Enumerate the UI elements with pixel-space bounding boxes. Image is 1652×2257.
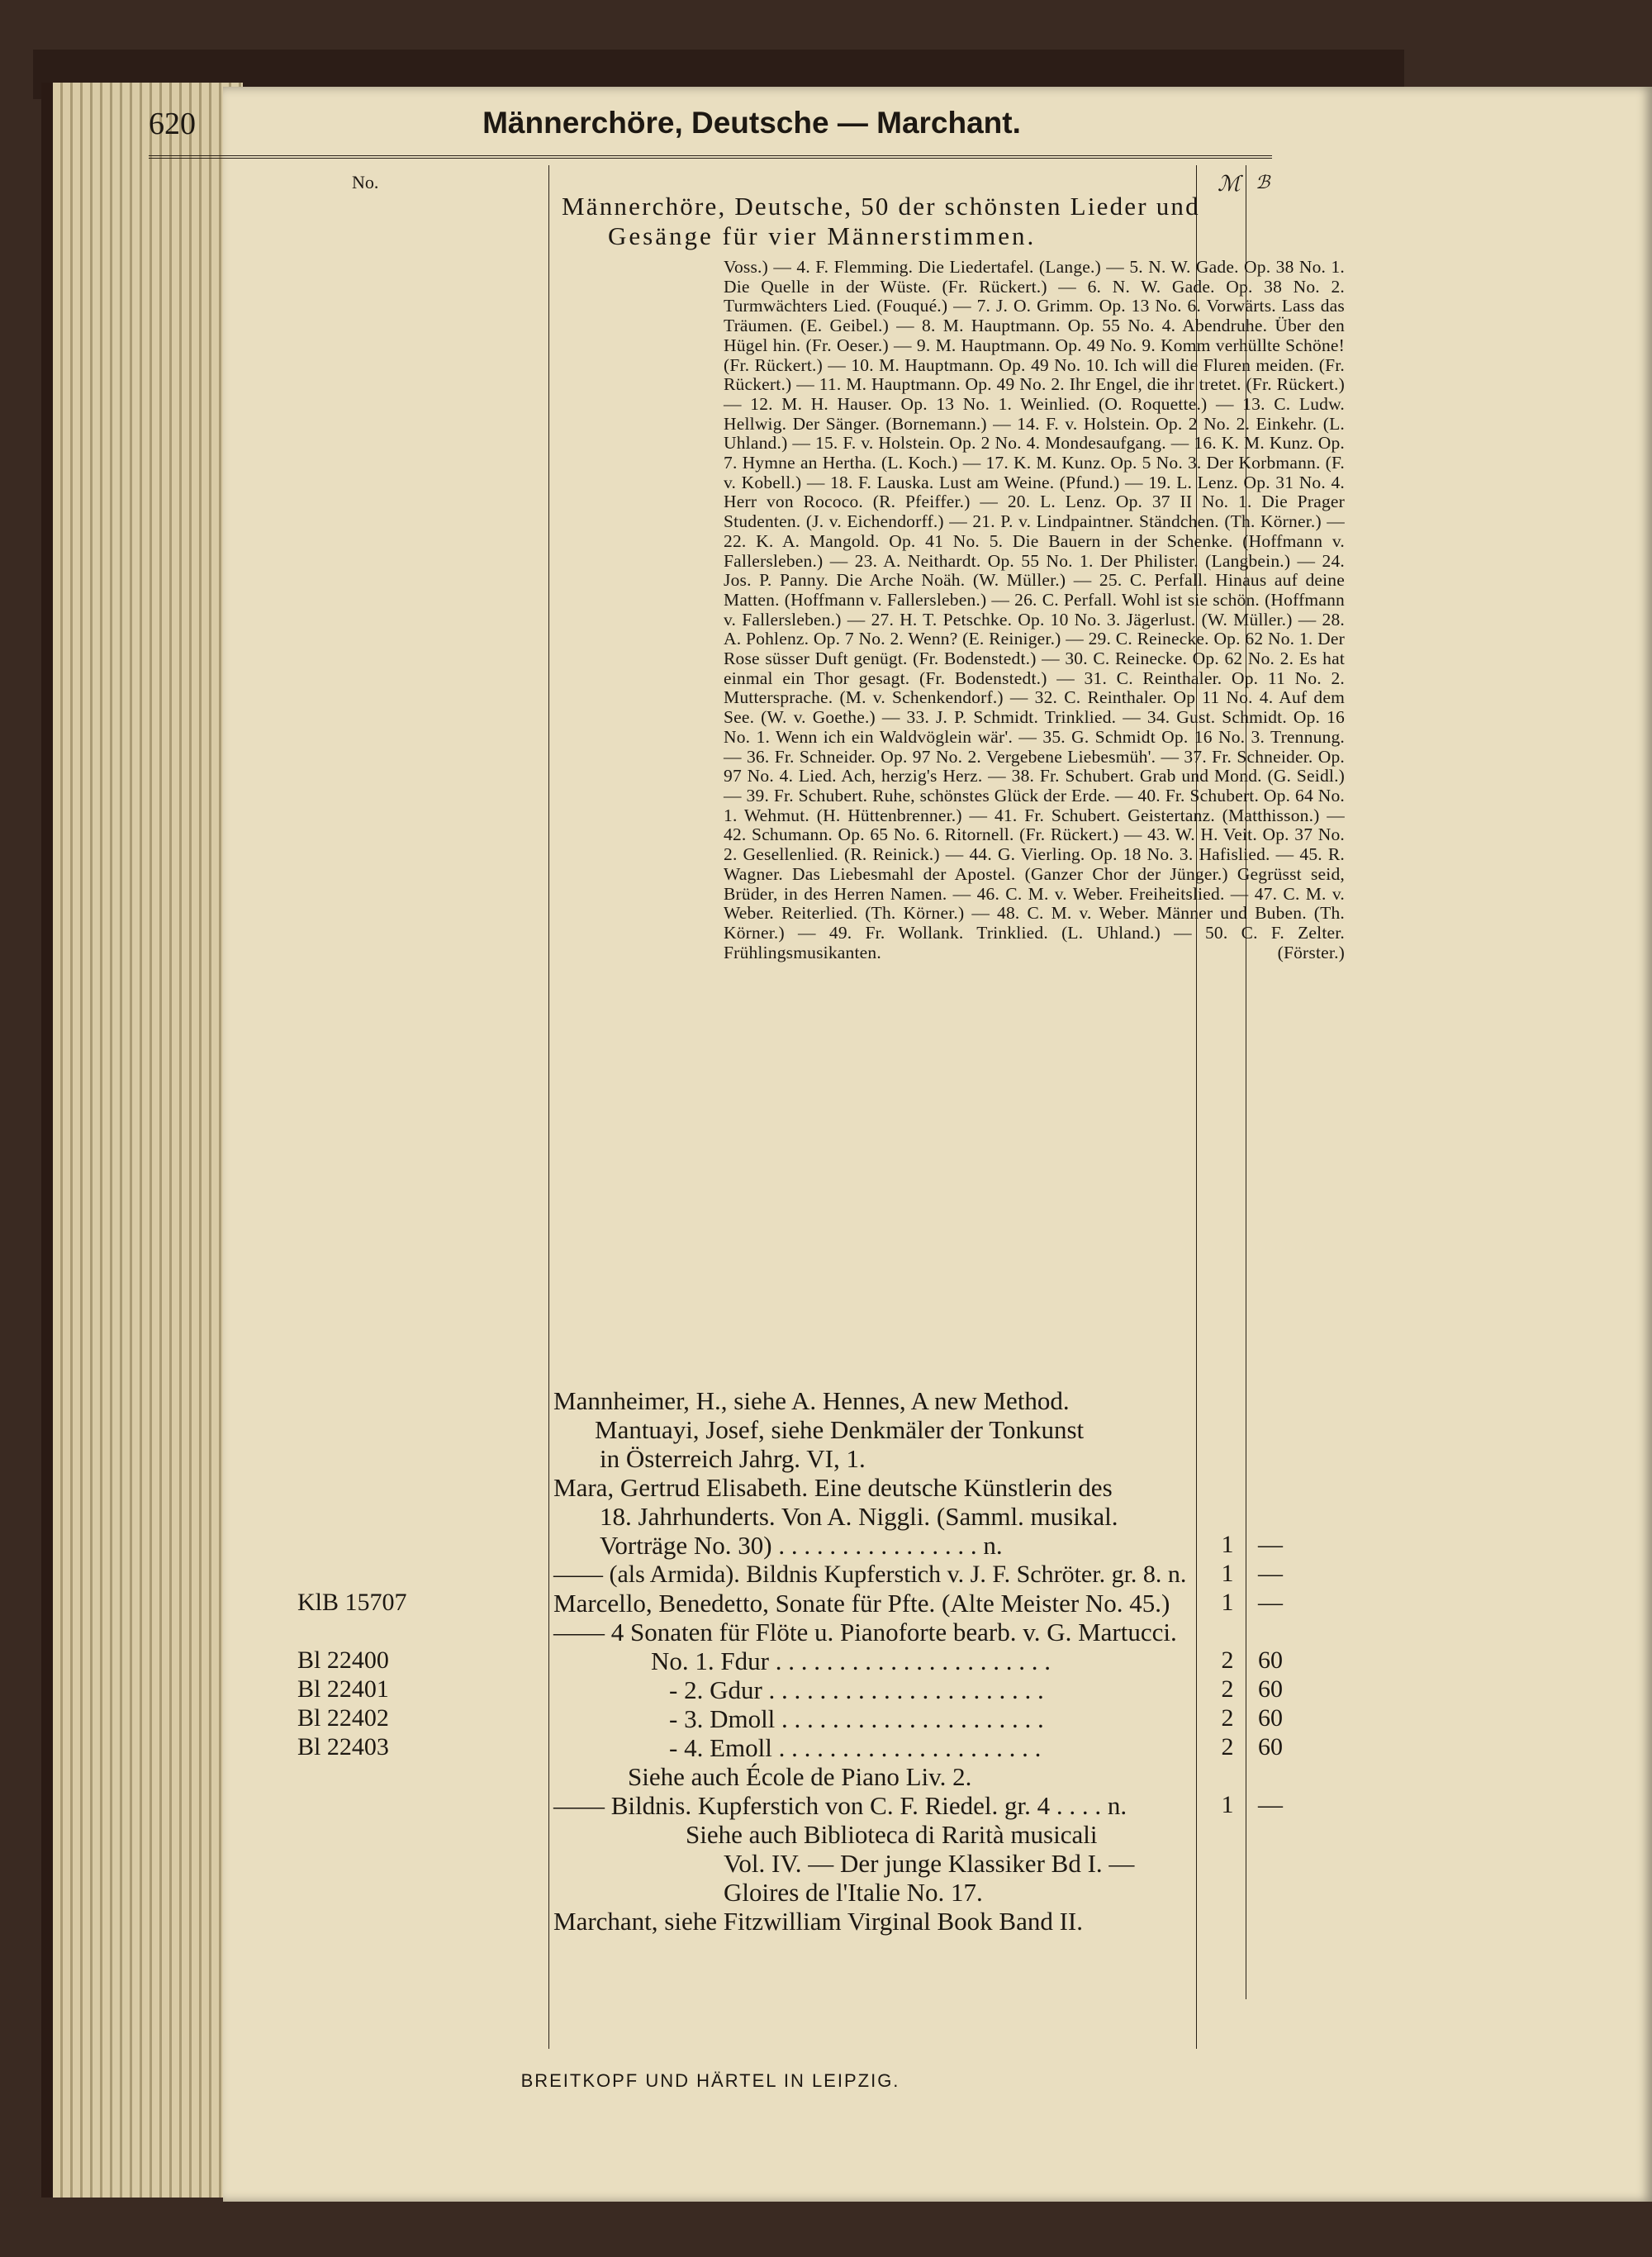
- entry-text: Marchant, siehe Fitzwilliam Virginal Book Band II.: [553, 1907, 1083, 1936]
- entry-price-pf: 60: [1258, 1733, 1283, 1760]
- entry-text: Mannheimer, H., siehe A. Hennes, A new Method.: [553, 1386, 1070, 1415]
- entry-text: 18. Jahrhunderts. Von A. Niggli. (Samml. musikal.: [600, 1502, 1118, 1531]
- entry-text: - 2. Gdur . . . . . . . . . . . . . . . . . . . . . .: [669, 1675, 1044, 1704]
- entry-text: - 3. Dmoll . . . . . . . . . . . . . . . . . . . . .: [669, 1704, 1044, 1733]
- running-title: Männerchöre, Deutsche — Marchant.: [482, 106, 1021, 140]
- entry-price-pf: 60: [1258, 1646, 1283, 1674]
- entry-catalog-number: KlB 15707: [297, 1589, 407, 1616]
- entry-price-mark: 1: [1221, 1791, 1234, 1818]
- catalog-table: [149, 165, 1345, 2049]
- entry-maennerchoere-title: [562, 192, 1200, 251]
- entry-price-pf: —: [1258, 1531, 1283, 1558]
- entry-catalog-number: Bl 22402: [297, 1704, 389, 1732]
- entry-title-line1: Männerchöre, Deutsche, 50 der schönsten Lieder und: [562, 192, 1200, 221]
- entry-price-pf: 60: [1258, 1675, 1283, 1703]
- column-divider-no: [548, 165, 549, 2049]
- entry-text: Gloires de l'Italie No. 17.: [724, 1878, 983, 1907]
- column-header-pf: ℬ: [1256, 172, 1270, 192]
- entry-price-mark: 1: [1221, 1589, 1234, 1616]
- entry-text: No. 1. Fdur . . . . . . . . . . . . . . . . . . . . . .: [651, 1646, 1051, 1675]
- entry-text: Siehe auch Biblioteca di Rarità musicali: [686, 1820, 1098, 1849]
- entry-text: —— (als Armida). Bildnis Kupferstich v. J. F. Schröter. gr. 8. n.: [553, 1561, 1187, 1588]
- entry-text: Vorträge No. 30) . . . . . . . . . . . . . . . . n.: [600, 1531, 1003, 1560]
- entry-text: Marcello, Benedetto, Sonate für Pfte. (Alte Meister No. 45.): [553, 1589, 1170, 1618]
- entry-catalog-number: Bl 22403: [297, 1733, 389, 1760]
- entry-text: Mantuayi, Josef, siehe Denkmäler der Tonkunst: [595, 1415, 1085, 1444]
- entry-title-line2: Gesänge für vier Männerstimmen.: [608, 221, 1037, 250]
- column-header-mark: ℳ: [1218, 172, 1241, 196]
- entry-catalog-number: Bl 22401: [297, 1675, 389, 1703]
- entry-price-mark: 2: [1221, 1704, 1234, 1732]
- page-number: 620: [149, 107, 196, 141]
- entry-price-mark: 2: [1221, 1733, 1234, 1760]
- publisher-footer: BREITKOPF UND HÄRTEL IN LEIPZIG.: [520, 2070, 900, 2091]
- entry-text: —— Bildnis. Kupferstich von C. F. Riedel. gr. 4 . . . . n.: [553, 1791, 1127, 1820]
- entry-price-pf: —: [1258, 1589, 1283, 1616]
- entry-price-mark: 2: [1221, 1646, 1234, 1674]
- entry-price-mark: 1: [1221, 1531, 1234, 1558]
- entry-text: —— 4 Sonaten für Flöte u. Pianoforte bearb. v. G. Martucci.: [553, 1618, 1177, 1646]
- entry-text: Mara, Gertrud Elisabeth. Eine deutsche Künstlerin des: [553, 1473, 1113, 1502]
- entry-text: Vol. IV. — Der junge Klassiker Bd I. —: [724, 1849, 1135, 1878]
- column-header-no: No.: [352, 172, 379, 192]
- entry-text: in Österreich Jahrg. VI, 1.: [600, 1444, 866, 1473]
- entry-price-pf: 60: [1258, 1704, 1283, 1732]
- header-rule: [149, 155, 1272, 162]
- entry-text: Siehe auch École de Piano Liv. 2.: [628, 1762, 972, 1791]
- entry-price-pf: —: [1258, 1791, 1283, 1818]
- entry-price-mark: 2: [1221, 1675, 1234, 1703]
- entry-price-pf: —: [1258, 1560, 1283, 1587]
- entry-price-mark: 1: [1221, 1560, 1234, 1587]
- entry-catalog-number: Bl 22400: [297, 1646, 389, 1674]
- entry-text: - 4. Emoll . . . . . . . . . . . . . . . . . . . . .: [669, 1733, 1042, 1762]
- entry-maennerchoere-contents: Voss.) — 4. F. Flemming. Die Liedertafel. (Lange.) — 5. N. W. Gade. Op. 38 No. 1. Die Quelle in der Wüste. (Fr. Rückert.) — 6. N. W. Gade. Op. 38 No. 2. Turmwächters Lied. (Fouqué.) — 7. J. O. Grimm. Op. 13 No. 6. Vorwärts. Lass das Träumen. (E. Geibel.) — 8. M. Hauptmann. Op. 55 No. 4. Abendruhe. Über den Hügel hin. (Fr. Oeser.) — 9. M. Hauptmann. Op. 49 No. 9. Komm verhüllte Schöne! (Fr. Rückert.) — 10. M. Hauptmann. Op. 49 No. 10. Ich will die Fluren meiden. (Fr. Rückert.) — 11. M. Hauptmann. Op. 49 No. 2. Ihr Engel, die ihr tretet. (Fr. Rückert.) — 12. M. H. Hauser. Op. 13 No. 1. Weinlied. (O. Roquette.) — 13. C. Ludw. Hellwig. Der Sänger. (Bornemann.) — 14. F. v. Holstein. Op. 2 No. 2. Einkehr. (L. Uhland.) — 15. F. v. Holstein. Op. 2 No. 4. Mondesaufgang. — 16. K. M. Kunz. Op. 7. Hymne an Hertha. (L. Koch.) — 17. K. M. Kunz. Op. 5 No. 3. Der Korbmann. (F. v. Kobell.) — 18. F. Lauska. Lust am Weine. (Pfund.) — 19. L. Lenz. Op. 31 No. 4. Herr von Rococo. (R. Pfeiffer.) — 20. L. Lenz. Op. 37 II No. 1. Die Prager Studenten. (J. v. Eichendorff.) — 21. P. v. Lindpaintner. Ständchen. (Th. Körner.) — 22. K. A. Mangold. Op. 41 No. 5. Die Bauern in der Schenke. (Hoffmann v. Fallersleben.) — 23. A. Neithardt. Op. 55 No. 1. Der Philister. (Langbein.) — 24. Jos. P. Panny. Die Arche Noäh. (W. Müller.) — 25. C. Perfall. Hinaus auf deine Matten. (Hoffmann v. Fallersleben.) — 26. C. Perfall. Wohl ist sie schön. (Hoffmann v. Fallersleben.) — 27. H. T. Petschke. Op. 10 No. 3. Jägerlust. (W. Müller.) — 28. A. Pohlenz. Op. 7 No. 2. Wenn? (E. Reiniger.) — 29. C. Reinecke. Op. 62 No. 1. Der Rose süsser Duft genügt. (Fr. Bodenstedt.) — 30. C. Reinecke. Op. 62 No. 2. Es hat einmal ein Thor gesagt. (Fr. Bodenstedt.) — 31. C. Reinthaler. Op. 11 No. 2. Muttersprache. (M. v. Schenkendorf.) — 32. C. Reinthaler. Op 11 No. 4. Auf dem See. (W. v. Goethe.) — 33. J. P. Schmidt. Trinklied. — 34. Gust. Schmidt. Op. 16 No. 1. Wenn ich ein Waldvöglein wär'. — 35. G. Schmidt Op. 16 No. 3. Trennung. — 36. Fr. Schneider. Op. 97 No. 2. Vergebene Liebesmüh'. — 37. Fr. Schneider. Op. 97 No. 4. Lied. Ach, herzig's Herz. — 38. Fr. Schubert. Grab und Mond. (G. Seidl.) — 39. Fr. Schubert. Ruhe, schönstes Glück der Erde. — 40. Fr. Schubert. Op. 64 No. 1. Wehmut. (H. Hüttenbrenner.) — 41. Fr. Schubert. Geistertanz. (Matthisson.) — 42. Schumann. Op. 65 No. 6. Ritornell. (Fr. Rückert.) — 43. W. H. Veit. Op. 37 No. 2. Gesellenlied. (R. Reinick.) — 44. G. Vierling. Op. 18 No. 3. Hafislied. — 45. R. Wagner. Das Liebesmahl der Apostel. (Ganzer Chor der Jünger.) Gegrüsst seid, Brüder, in des Herren Namen. — 46. C. M. v. Weber. Freiheitslied. — 47. C. M. v. Weber. Reiterlied. (Th. Körner.) — 48. C. M. v. Weber. Männer und Buben. (Th. Körner.) — 49. Fr. Wollank. Trinklied. (L. Uhland.) — 50. C. F. Zelter. Frühlingsmusikanten. (Förster.): [724, 257, 1345, 962]
